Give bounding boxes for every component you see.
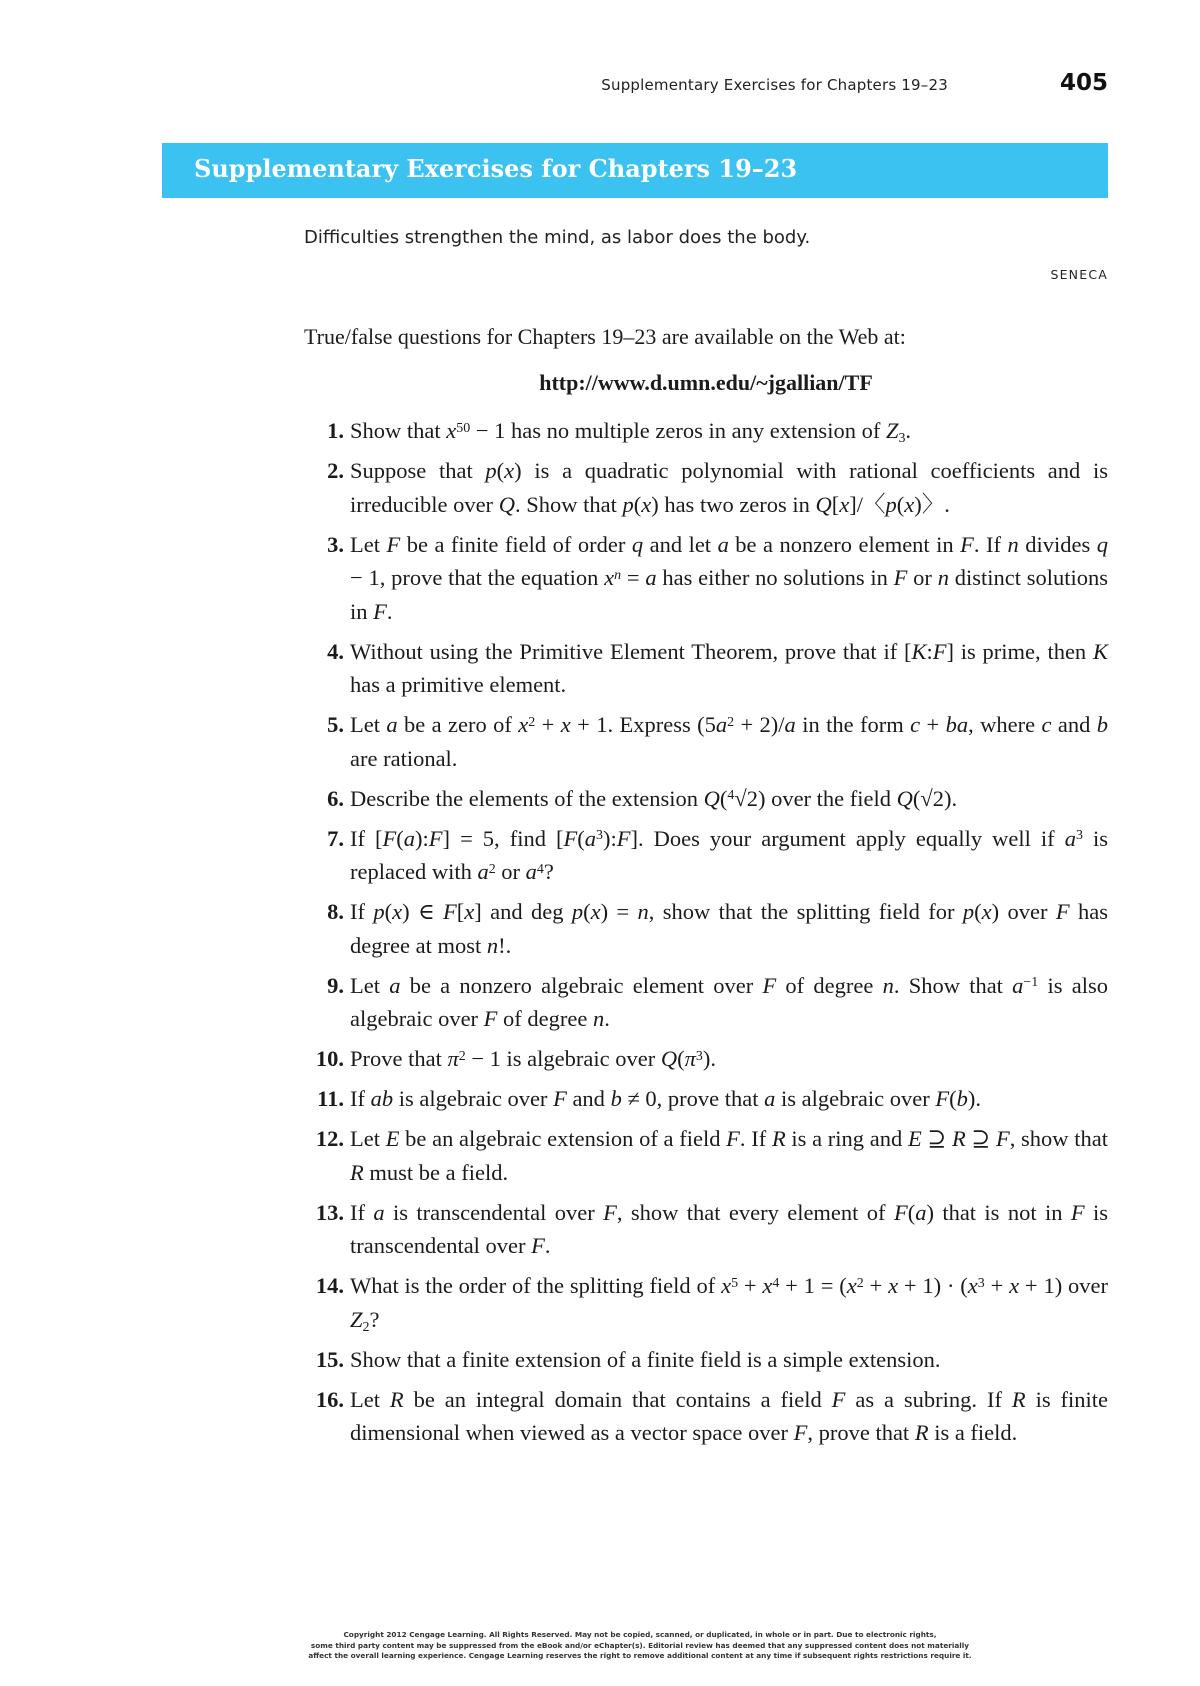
epigraph <box>304 227 1108 282</box>
section-banner <box>162 143 1108 198</box>
footer-line: affect the overall learning experience. Cengage Learning reserves the right to remove additional content at any time if subsequent rights restrictions require it. <box>308 1651 972 1660</box>
exercise-number: 12. <box>315 1126 344 1151</box>
intro-text: True/false questions for Chapters 19–23 are available on the Web at: <box>304 324 906 349</box>
epigraph-quote: Difficulties strengthen the mind, as labor does the body. <box>304 227 811 248</box>
exercise-item <box>280 1383 1108 1450</box>
exercise-item <box>280 1042 1108 1076</box>
exercise-text: If [F(a):F] = 5, find $[F(a^3):F]$. Does your argument apply equally well if $a^3$ is replaced with $a^2$ or $a^4$? <box>350 825 1108 884</box>
exercise-number: 8. <box>327 899 344 924</box>
page-number: 405 <box>1059 70 1108 96</box>
running-head-title: Supplementary Exercises for Chapters 19–23 <box>601 76 948 94</box>
exercise-number: 11. <box>317 1086 344 1111</box>
exercise-item <box>280 895 1108 962</box>
exercise-text: If p(x) ∈ F[x] and deg p(x) = n, show that the splitting field for p(x) over F has degree at most n!. <box>350 899 1108 958</box>
exercise-item <box>280 969 1108 1036</box>
footer-line: Copyright 2012 Cengage Learning. All Rights Reserved. May not be copied, scanned, or duplicated, in whole or in part. Due to electronic rights, <box>343 1630 937 1639</box>
exercise-item <box>280 822 1108 889</box>
exercise-item <box>280 1082 1108 1116</box>
exercise-number: 9. <box>327 972 344 998</box>
exercise-text: Let a be a zero of $x^2 + x + 1$. Express $(5a^2 + 2)/a$ in the form c + ba, where c and b are rational. <box>350 712 1108 771</box>
exercise-number: 6. <box>327 785 344 811</box>
exercise-text: Show that a finite extension of a finite field is a simple extension. <box>350 1346 941 1372</box>
exercise-item <box>280 782 1108 816</box>
exercise-number: 7. <box>327 825 344 851</box>
web-link[interactable]: http://www.d.umn.edu/~jgallian/TF <box>539 370 873 395</box>
exercise-item <box>280 454 1108 521</box>
copyright-footer <box>240 1630 1040 1662</box>
exercise-item <box>280 635 1108 702</box>
exercise-number: 3. <box>327 531 344 557</box>
exercise-text: Let a be a nonzero algebraic element over F of degree n. Show that $a^{-1}$ is also algebraic over F of degree n. <box>350 972 1108 1031</box>
exercise-number: 16. <box>315 1386 344 1412</box>
exercise-number: 5. <box>327 712 344 737</box>
exercise-item <box>280 1196 1108 1263</box>
exercise-text: Show that $x^{50} - 1$ has no multiple zeros in any extension of $Z_3$. <box>350 418 912 447</box>
exercise-text: What is the order of the splitting field of $x^5 + x^4 + 1 = (x^2 + x + 1) \cdot (x^3 + x + 1)$ over $Z_2$? <box>350 1273 1108 1335</box>
footer-line: some third party content may be suppressed from the eBook and/or eChapter(s). Editorial review has deemed that any suppressed content does not materially <box>310 1640 970 1650</box>
exercise-text: Prove that $\pi^2 - 1$ is algebraic over $Q(\pi^3)$. <box>350 1046 716 1071</box>
exercise-number: 10. <box>315 1046 344 1071</box>
exercise-number: 1. <box>327 418 344 443</box>
exercise-item <box>280 414 1108 448</box>
exercise-item <box>280 1269 1108 1336</box>
section-title: Supplementary Exercises for Chapters 19–23 <box>194 154 798 183</box>
exercise-text: Without using the Primitive Element Theorem, prove that if [K:F] is prime, then K has a primitive element. <box>350 638 1108 697</box>
exercise-item <box>280 1343 1108 1377</box>
exercise-number: 2. <box>327 458 344 483</box>
exercise-text: Suppose that p(x) is a quadratic polynomial with rational coefficients and is irreducible over Q. Show that p(x) has two zeros in Q[x]/〈p(x)〉. <box>350 458 1108 517</box>
epigraph-author: SENECA <box>1050 267 1108 282</box>
exercise-number: 4. <box>327 638 344 664</box>
exercise-number: 15. <box>315 1346 344 1372</box>
exercise-number: 13. <box>315 1199 344 1225</box>
exercise-list <box>280 414 1108 1456</box>
exercise-text: If a is transcendental over F, show that every element of F(a) that is not in F is transcendental over F. <box>350 1199 1108 1258</box>
exercise-item <box>280 1122 1108 1189</box>
exercise-text: Let E be an algebraic extension of a field F. If R is a ring and E ⊇ R ⊇ F, show that R must be a field. <box>350 1126 1108 1185</box>
exercise-text: Let R be an integral domain that contains a field F as a subring. If R is finite dimensional when viewed as a vector space over F, prove that R is a field. <box>350 1386 1109 1445</box>
exercise-number: 14. <box>315 1273 344 1298</box>
exercise-text: Let F be a finite field of order q and let a be a nonzero element in F. If n divides q − 1, prove that the equation $x^n = a$ has either no solutions in F or n distinct solutions in F. <box>350 531 1109 624</box>
exercise-text: Describe the elements of the extension Q($^4$√2) over the field Q(√2). <box>350 785 958 811</box>
running-head <box>580 70 1108 100</box>
exercise-item <box>280 528 1108 629</box>
exercise-item <box>280 708 1108 775</box>
exercise-text: If ab is algebraic over F and b ≠ 0, prove that a is algebraic over F(b). <box>350 1086 981 1111</box>
